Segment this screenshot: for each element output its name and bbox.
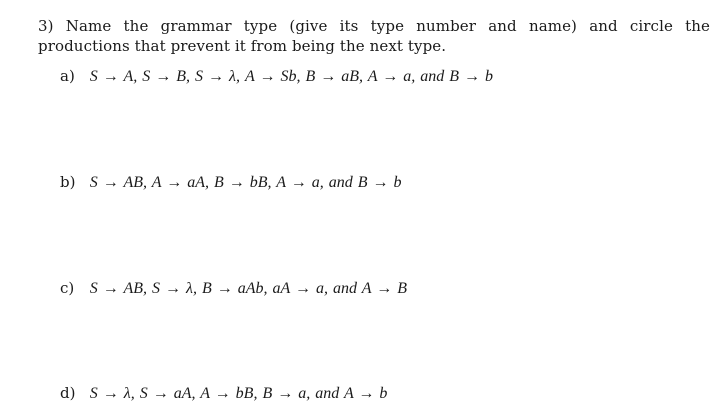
part-b-label: b): [60, 173, 76, 191]
part-a-productions: S → A, S → B, S → λ, A → Sb, B → aB, A → a, and B → b: [89, 68, 493, 85]
part-d-label: d): [60, 384, 76, 402]
part-d: [60, 383, 387, 404]
part-c-label: c): [60, 279, 75, 297]
part-a-label: a): [60, 67, 75, 85]
part-c: [60, 278, 407, 299]
part-b: [60, 172, 402, 193]
question-prompt: 3) Name the grammar type (give its type number and name) and circle the productions that prevent it from being the next type.: [38, 17, 710, 55]
part-c-productions: S → AB, S → λ, B → aAb, aA → a, and A → B: [89, 280, 407, 297]
part-b-productions: S → AB, A → aA, B → bB, A → a, and B → b: [89, 174, 402, 191]
part-d-productions: S → λ, S → aA, A → bB, B → a, and A → b: [89, 385, 388, 402]
part-a: [60, 66, 493, 87]
